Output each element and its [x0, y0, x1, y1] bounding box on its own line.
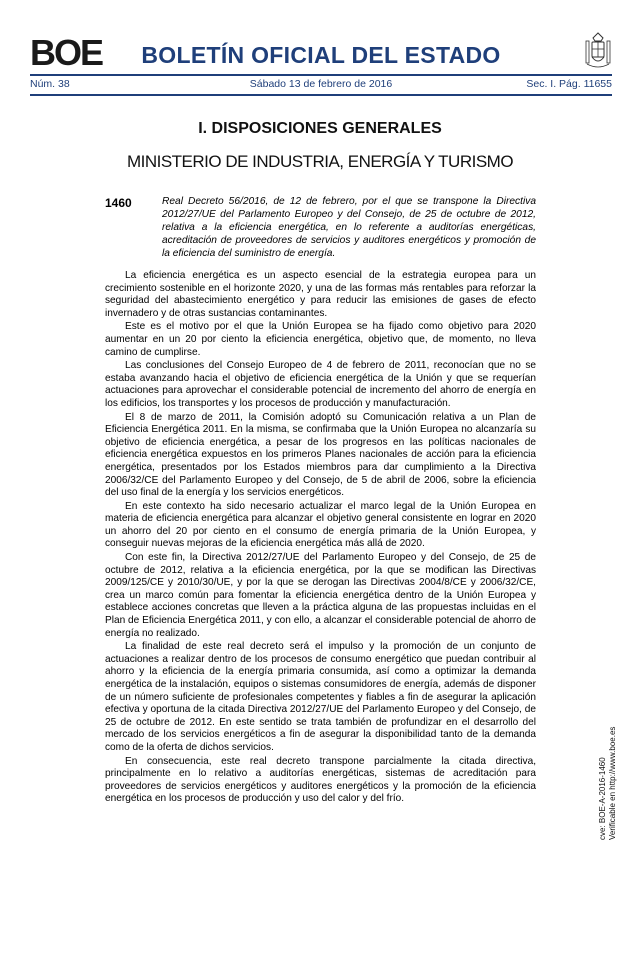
issue-number: Núm. 38: [30, 78, 70, 90]
header-rule-top: [30, 74, 612, 76]
reference-title: Real Decreto 56/2016, de 12 de febrero, por el que se transpone la Directiva 2012/27/UE del Parlamento Europeo y del Consejo, de 25 de octubre de 2012, relativa a la eficiencia energética, en lo referente a auditorías energéticas, acreditación de proveedores de servicios y auditores energéticos y promoción de la eficiencia del suministro de energía.: [162, 196, 536, 259]
verify-link[interactable]: Verificable en http://www.boe.es: [608, 726, 617, 840]
paragraph: La eficiencia energética es un aspecto esencial de la estrategia europea para un crecimiento sostenible en el horizonte 2020, y una de las formas más rentables para reforzar la seguridad del abastecimiento energético y para reducir las emisiones de gases de efecto invernadero y de otras sustancias contaminantes.: [105, 270, 536, 319]
paragraph: El 8 de marzo de 2011, la Comisión adoptó su Comunicación relativa a un Plan de Eficiencia Energética 2011. En la misma, se confirmaba que la Unión Europea no alcanzaría su objetivo de eficiencia energética, a pesar de los progresos en las políticas nacionales de eficiencia energética expuestos en los primeros Planes nacionales de acción para la eficiencia energética, presentados por los Estados miembros para dar cumplimiento a la Directiva 2006/32/CE del Parlamento Europeo y del Consejo, de 5 de abril de 2006, sobre la eficiencia del uso final de la energía y los servicios energéticos.: [105, 411, 536, 499]
verification-side-note: [598, 726, 617, 960]
document-body: [105, 270, 536, 807]
issue-date: Sábado 13 de febrero de 2016: [249, 78, 393, 90]
paragraph: Este es el motivo por el que la Unión Europea se ha fijado como objetivo para 2020 aumentar en un 20 por ciento la eficiencia energética, objetivo que, de momento, no lleva camino de cumplirse.: [105, 321, 536, 358]
section-title: I. DISPOSICIONES GENERALES: [198, 120, 442, 137]
paragraph: La finalidad de este real decreto será el impulso y la promoción de un conjunto de actuaciones a realizar dentro de los procesos de consumo energético que puedan contribuir al ahorro y la eficiencia de la energía primaria consumida, así como a optimizar la demanda energética de la instalación, equipos o sistemas consumidores de energía, además de disponer de un número suficiente de profesionales competentes y fiables a fin de asegurar la aplicación efectiva y oportuna de la citada Directiva 2012/27/UE del Parlamento Europeo y del Consejo, de 25 de octubre de 2012. En este sentido se trata también de profundizar en el desarrollo del mercado de los servicios energéticos a fin de asegurar la disponibilidad tanto de la demanda como de la oferta de dichos servicios.: [105, 641, 536, 753]
header-rule-bottom: [30, 94, 612, 96]
meta-row: [30, 78, 612, 92]
reference-number: 1460: [105, 196, 132, 210]
paragraph: En este contexto ha sido necesario actualizar el marco legal de la Unión Europea en materia de eficiencia energética para alcanzar el objetivo general consistente en lograr en 2020 un ahorro del 20 por ciento en el consumo de energía primaria de la Unión Europea, y conseguir nuevas mejoras de la eficiencia energética más allá de 2020.: [105, 500, 536, 550]
paragraph: En consecuencia, este real decreto transpone parcialmente la citada directiva, principalmente en lo relativo a auditorías energéticas, sistemas de acreditación para proveedores de servicios energéticos y auditores energéticos y la promoción de la eficiencia energética en los procesos de producción y uso del calor y del frío.: [105, 755, 536, 805]
cve-code: cve: BOE-A-2016-1460: [598, 757, 607, 840]
gazette-title: BOLETÍN OFICIAL DEL ESTADO: [141, 42, 501, 68]
paragraph: Las conclusiones del Consejo Europeo de 4 de febrero de 2011, reconocían que no se estaba avanzando hacia el objetivo de eficiencia energética de la Unión y que se requerían actuaciones para aprovechar el considerable potencial de incremento del ahorro de energía en los edificios, los transportes y los procesos de producción y manufacturación.: [105, 360, 536, 409]
section-page: Sec. I. Pág. 11655: [526, 78, 612, 90]
paragraph: Con este fin, la Directiva 2012/27/UE del Parlamento Europeo y del Consejo, de 25 de octubre de 2012, relativa a la eficiencia energética, por la que se modifican las Directivas 2009/125/CE y 2010/30/UE, y por la que se derogan las Directivas 2004/8/CE y 2006/32/CE, crea un marco común para fomentar la eficiencia energética dentro de la Unión Europea y establece acciones concretas que lleven a la práctica alguna de las propuestas incluidas en el Plan de Eficiencia Energética 2011, y con ello, a alcanzar el considerable potencial de ahorro de energía no realizado.: [105, 552, 536, 639]
ministry-name: MINISTERIO DE INDUSTRIA, ENERGÍA Y TURISMO: [126, 152, 514, 171]
coat-of-arms-icon: [584, 32, 612, 72]
boe-logo-text: BOE: [30, 32, 103, 73]
page-header: [30, 32, 612, 73]
